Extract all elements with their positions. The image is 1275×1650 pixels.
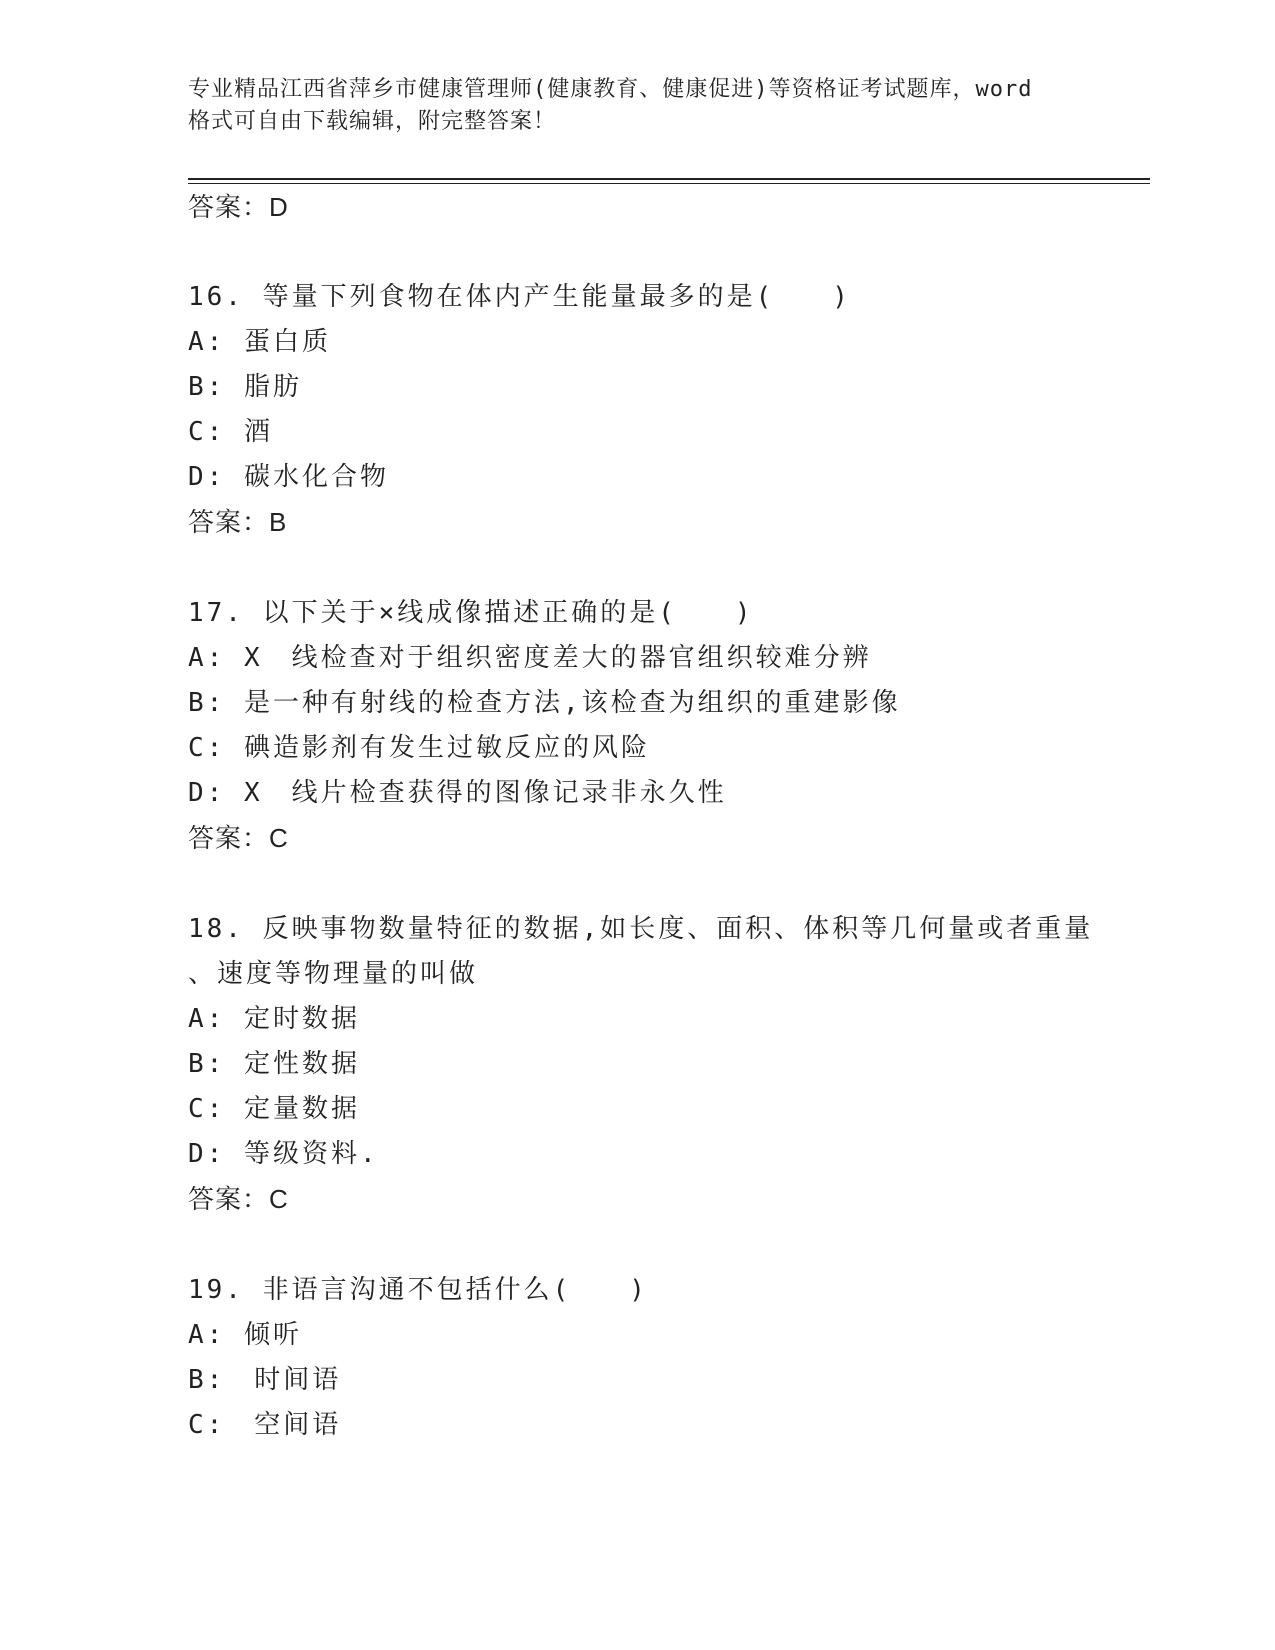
question-16-stem: 16. 等量下列食物在体内产生能量最多的是( ) [188,282,851,312]
question-19-stem: 19. 非语言沟通不包括什么( ) [188,1275,648,1305]
question-18-stem-line-2: 、速度等物理量的叫做 [188,959,479,989]
question-17-option-a: A: X 线检查对于组织密度差大的器官组织较难分辨 [188,643,872,673]
question-17-option-b: B: 是一种有射线的检查方法,该检查为组织的重建影像 [188,688,901,718]
question-16-option-b: B: 脂肪 [188,372,302,402]
question-19-option-b: B: 时间语 [188,1365,342,1395]
header-line-1: 专业精品江西省萍乡市健康管理师(健康教育、健康促进)等资格证考试题库，word [188,77,1033,102]
question-19-option-a: A: 倾听 [188,1320,302,1350]
answer-15: 答案：D [188,192,289,222]
question-18-option-b: B: 定性数据 [188,1049,360,1079]
question-16-option-a: A: 蛋白质 [188,327,331,357]
answer-16: 答案：B [188,507,288,537]
question-17-option-d: D: X 线片检查获得的图像记录非永久性 [188,778,727,808]
question-18-option-a: A: 定时数据 [188,1004,360,1034]
question-18-option-c: C: 定量数据 [188,1094,360,1124]
question-16-option-d: D: 碳水化合物 [188,462,389,492]
question-18-option-d: D: 等级资料. [188,1139,379,1169]
header-line-2: 格式可自由下载编辑，附完整答案！ [188,109,557,134]
question-19-option-c: C: 空间语 [188,1410,342,1440]
question-17-option-c: C: 碘造影剂有发生过敏反应的风险 [188,733,650,763]
question-18-stem-line-1: 18. 反映事物数量特征的数据,如长度、面积、体积等几何量或者重量 [188,914,1094,944]
question-17-stem: 17. 以下关于×线成像描述正确的是( ) [188,598,754,628]
header-rule-thin [188,183,1150,184]
page-header [188,74,1088,138]
header-rule [188,178,1150,180]
answer-17: 答案：C [188,823,289,853]
question-16-option-c: C: 酒 [188,417,273,447]
answer-18: 答案：C [188,1184,289,1214]
